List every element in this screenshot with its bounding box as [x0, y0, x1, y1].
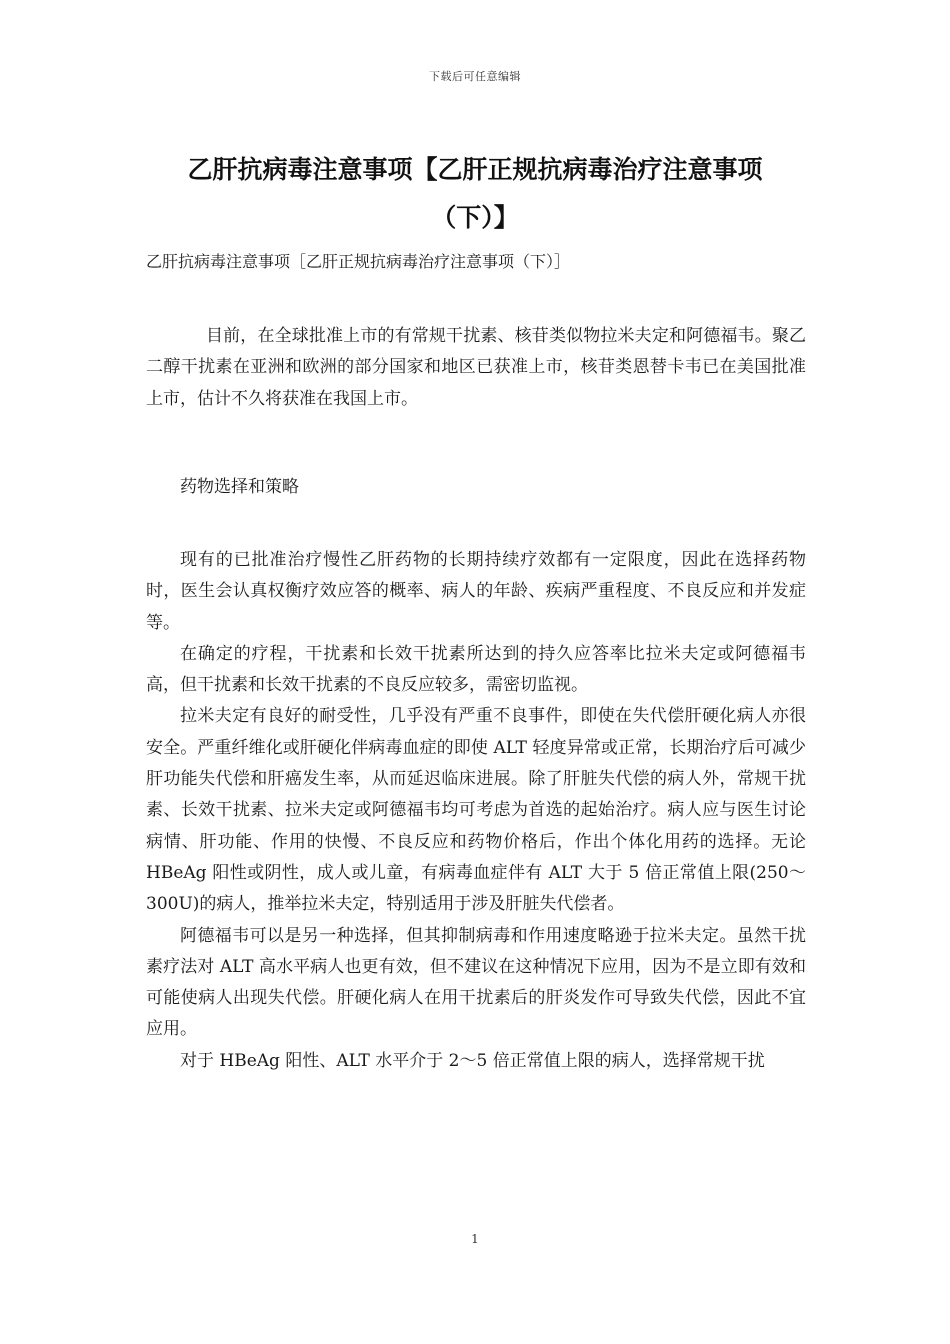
intro-paragraph	[146, 321, 806, 415]
intro-paragraph-text: 目前，在全球批准上市的有常规干扰素、核苷类似物拉米夫定和阿德福韦。聚乙二醇干扰素在亚洲和欧洲的部分国家和地区已获准上市，核苷类恩替卡韦已在美国批准上市，估计不久将获准在我国上市。	[146, 326, 806, 409]
body-paragraph: 对于 HBeAg 阳性、ALT 水平介于 2～5 倍正常值上限的病人，选择常规干扰	[180, 1050, 765, 1071]
section-heading	[146, 472, 806, 503]
document-title-line-1: 乙肝抗病毒注意事项【乙肝正规抗病毒治疗注意事项	[187, 155, 763, 184]
body-paragraph: 阿德福韦可以是另一种选择，但其抑制病毒和作用速度略逊于拉米夫定。虽然干扰素疗法对 ALT 高水平病人也更有效，但不建议在这种情况下应用，因为不是立即有效和可能使病人出现失代偿。肝硬化病人在用干扰素后的肝炎发作可导致失代偿，因此不宜应用。	[146, 925, 806, 1040]
page-number: 1	[471, 1232, 479, 1246]
main-body	[146, 545, 806, 1077]
body-paragraph: 拉米夫定有良好的耐受性，几乎没有严重不良事件，即使在失代偿肝硬化病人亦很安全。严重纤维化或肝硬化伴病毒血症的即使 ALT 轻度异常或正常，长期治疗后可减少肝功能失代偿和肝癌发生率，从而延迟临床进展。除了肝脏失代偿的病人外，常规干扰素、长效干扰素、拉米夫定或阿德福韦均可考虑为首选的起始治疗。病人应与医生讨论病情、肝功能、作用的快慢、不良反应和药物价格后，作出个体化用药的选择。无论 HBeAg 阳性或阴性，成人或儿童，有病毒血症伴有 ALT 大于 5 倍正常值上限(250～300U)的病人，推举拉米夫定，特别适用于涉及肝脏失代偿者。	[146, 706, 806, 915]
body-paragraph: 在确定的疗程，干扰素和长效干扰素所达到的持久应答率比拉米夫定或阿德福韦高，但干扰素和长效干扰素的不良反应较多，需密切监视。	[146, 643, 806, 696]
body-paragraph: 现有的已批准治疗慢性乙肝药物的长期持续疗效都有一定限度，因此在选择药物时，医生会认真权衡疗效应答的概率、病人的年龄、疾病严重程度、不良反应和并发症等。	[146, 550, 806, 633]
section-heading-text: 药物选择和策略	[180, 477, 299, 497]
header-note: 下载后可任意编辑	[429, 70, 521, 83]
document-title-line-2: （下）】	[431, 203, 519, 232]
document-subtitle: 乙肝抗病毒注意事项［乙肝正规抗病毒治疗注意事项（下）］	[146, 252, 571, 271]
